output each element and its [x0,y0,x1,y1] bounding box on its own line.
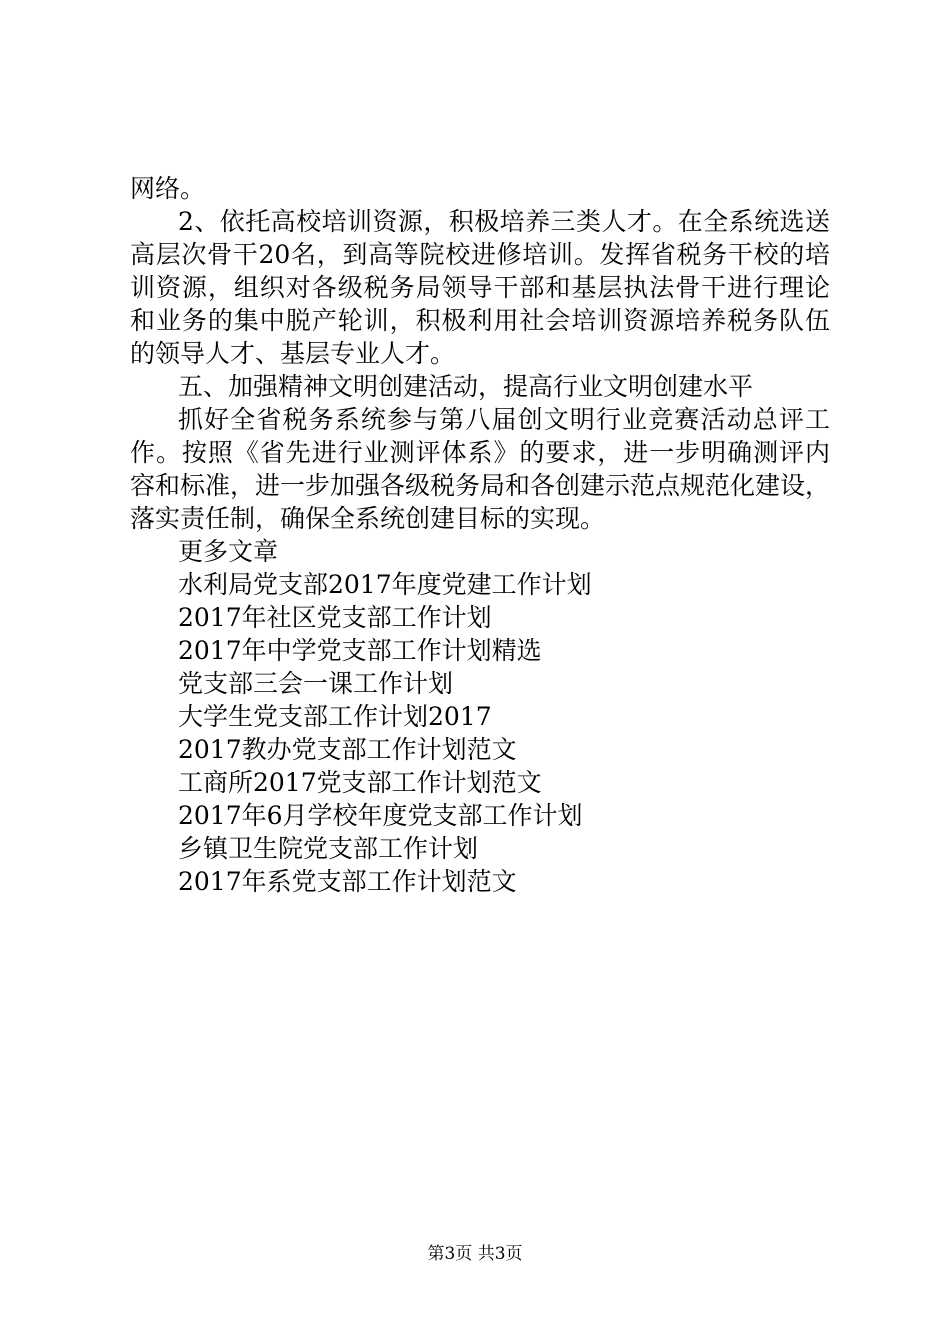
paragraph-line: 抓好全省税务系统参与第八届创文明行业竞赛活动总评工 [178,405,830,434]
paragraph-line: 网络。 [130,174,206,203]
article-link[interactable]: 2017年中学党支部工作计划精选 [178,636,542,665]
article-link[interactable]: 党支部三会一课工作计划 [178,669,454,698]
paragraph-line: 高层次骨干20名，到高等院校进修培训。发挥省税务干校的培 [130,240,830,269]
paragraph-line: 容和标准，进一步加强各级税务局和各创建示范点规范化建设， [130,471,831,500]
paragraph-line: 训资源，组织对各级税务局领导干部和基层执法骨干进行理论 [130,273,830,302]
article-link[interactable]: 2017教办党支部工作计划范文 [178,735,517,764]
article-link[interactable]: 水利局党支部2017年度党建工作计划 [178,570,592,599]
page-number-footer: 第3页 共3页 [427,1244,523,1264]
article-link[interactable]: 2017年6月学校年度党支部工作计划 [178,801,583,830]
paragraph-line: 和业务的集中脱产轮训，积极利用社会培训资源培养税务队伍 [130,306,830,335]
paragraph-line: 的领导人才、基层专业人才。 [130,339,456,368]
article-link[interactable]: 2017年社区党支部工作计划 [178,603,492,632]
section-heading: 五、加强精神文明创建活动，提高行业文明创建水平 [178,372,754,401]
article-link[interactable]: 工商所2017党支部工作计划范文 [178,768,542,797]
more-articles-heading: 更多文章 [178,537,279,566]
paragraph-line: 作。按照《省先进行业测评体系》的要求，进一步明确测评内 [130,438,830,467]
paragraph-line: 落实责任制，确保全系统创建目标的实现。 [130,504,606,533]
article-link[interactable]: 2017年系党支部工作计划范文 [178,867,517,896]
article-link[interactable]: 乡镇卫生院党支部工作计划 [178,834,479,863]
paragraph-line: 2、依托高校培训资源，积极培养三类人才。在全系统选送 [178,207,830,236]
article-link[interactable]: 大学生党支部工作计划2017 [178,702,492,731]
